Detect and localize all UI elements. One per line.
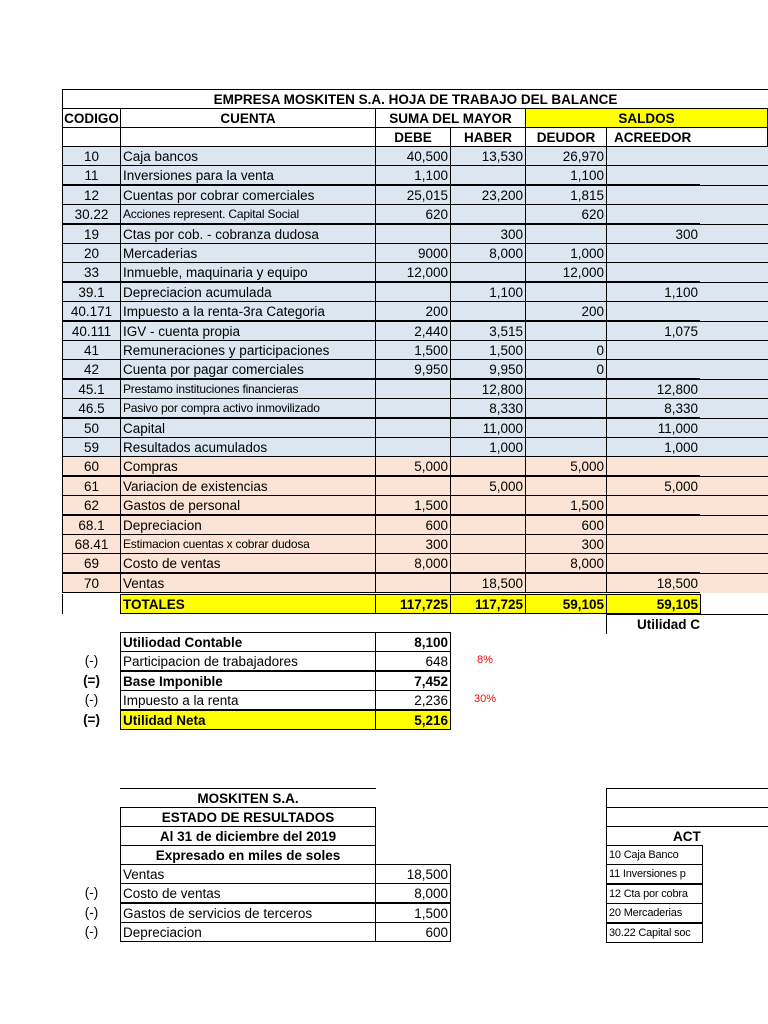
- estado-title: ESTADO DE RESULTADOS: [120, 807, 376, 827]
- utilidad-prefix: [62, 632, 121, 652]
- row-codigo: 41: [62, 340, 121, 360]
- row-debe: [375, 224, 451, 244]
- row-deudor: 1,100: [525, 165, 607, 185]
- estado-value: 8,000: [375, 883, 451, 903]
- row-haber: 5,000: [450, 476, 526, 496]
- estado-label: Depreciacion: [120, 922, 376, 942]
- row-deudor: [525, 476, 607, 496]
- row-haber: 8,330: [450, 398, 526, 418]
- row-debe: 2,440: [375, 321, 451, 341]
- row-haber: 8,000: [450, 243, 526, 263]
- utilidad-prefix: (=): [83, 712, 100, 727]
- row-debe: 9,950: [375, 359, 451, 379]
- utilidad-prefix: (-): [84, 653, 99, 668]
- row-codigo: 61: [62, 476, 121, 496]
- row-cuenta: Cuentas por cobrar comerciales: [120, 185, 376, 205]
- row-cuenta: Gastos de personal: [120, 495, 376, 515]
- header-saldos: SALDOS: [525, 108, 768, 128]
- row-codigo: 50: [62, 418, 121, 438]
- row-codigo: 33: [62, 262, 121, 282]
- row-deudor: 5,000: [525, 456, 607, 476]
- row-deudor: [525, 321, 607, 341]
- row-overflow: [700, 379, 768, 399]
- utilidad-value: 2,236: [375, 690, 451, 710]
- utilidad-value: 7,452: [375, 671, 451, 691]
- row-haber: [450, 456, 526, 476]
- utilidad-label: Participacion de trabajadores: [120, 651, 376, 671]
- utilidad-percent: [455, 632, 515, 652]
- row-cuenta: IGV - cuenta propia: [120, 321, 376, 341]
- row-haber: 1,000: [450, 437, 526, 457]
- row-overflow: [700, 515, 768, 535]
- utilidad-label: Impuesto a la renta: [120, 690, 376, 710]
- row-debe: [375, 573, 451, 593]
- row-deudor: 1,000: [525, 243, 607, 263]
- row-acreedor: 300: [606, 224, 701, 244]
- row-haber: [450, 495, 526, 515]
- row-codigo: 42: [62, 359, 121, 379]
- row-deudor: 0: [525, 359, 607, 379]
- row-cuenta: Mercaderias: [120, 243, 376, 263]
- row-acreedor: 1,100: [606, 282, 701, 302]
- utilidad-percent: [455, 710, 515, 730]
- row-debe: 200: [375, 301, 451, 321]
- activo-item: 11 Inversiones p: [606, 864, 703, 884]
- row-overflow: [700, 418, 768, 438]
- row-deudor: [525, 224, 607, 244]
- row-acreedor: [606, 301, 701, 321]
- row-cuenta: Caja bancos: [120, 146, 376, 166]
- utilidad-value: 5,216: [375, 710, 451, 730]
- utilidad-percent: [455, 671, 515, 691]
- row-haber: 23,200: [450, 185, 526, 205]
- row-haber: 9,950: [450, 359, 526, 379]
- row-deudor: 620: [525, 204, 607, 224]
- row-cuenta: Variacion de existencias: [120, 476, 376, 496]
- row-deudor: [525, 437, 607, 457]
- totals-acreedor: 59,105: [606, 594, 701, 614]
- utilidad-label: Utilidad C: [606, 614, 768, 634]
- worksheet-title: EMPRESA MOSKITEN S.A. HOJA DE TRABAJO DEL BALANCE: [62, 89, 768, 109]
- header-acreedor: ACREEDOR: [606, 127, 768, 147]
- utilidad-prefix: (-): [84, 692, 99, 707]
- totals-label: TOTALES: [120, 594, 376, 614]
- row-overflow: [700, 321, 768, 341]
- row-codigo: 46.5: [62, 398, 121, 418]
- row-acreedor: 8,330: [606, 398, 701, 418]
- estado-prefix: (-): [84, 905, 99, 920]
- estado-company: MOSKITEN S.A.: [120, 788, 376, 808]
- row-codigo: 68.1: [62, 515, 121, 535]
- row-codigo: 69: [62, 553, 121, 573]
- row-acreedor: 11,000: [606, 418, 701, 438]
- row-acreedor: 1,000: [606, 437, 701, 457]
- row-debe: [375, 437, 451, 457]
- row-debe: 1,500: [375, 495, 451, 515]
- row-debe: 600: [375, 515, 451, 535]
- estado-prefix: (-): [84, 885, 99, 900]
- row-haber: [450, 515, 526, 535]
- row-haber: 12,800: [450, 379, 526, 399]
- estado-value: 600: [375, 922, 451, 942]
- estado-unit: Expresado en miles de soles: [120, 845, 376, 865]
- row-overflow: [700, 534, 768, 554]
- row-deudor: 600: [525, 515, 607, 535]
- row-deudor: 200: [525, 301, 607, 321]
- activo-header: ACT: [606, 826, 768, 846]
- row-cuenta: Prestamo instituciones financieras: [120, 379, 376, 399]
- row-codigo: 10: [62, 146, 121, 166]
- row-deudor: 8,000: [525, 553, 607, 573]
- row-overflow: [700, 204, 768, 224]
- header-cuenta-blank: [120, 127, 376, 147]
- row-acreedor: [606, 495, 701, 515]
- row-cuenta: Impuesto a la renta-3ra Categoria: [120, 301, 376, 321]
- header-codigo: CODIGO: [62, 108, 121, 128]
- row-cuenta: Capital: [120, 418, 376, 438]
- estado-label: Gastos de servicios de terceros: [120, 903, 376, 923]
- row-overflow: [700, 456, 768, 476]
- row-overflow: [700, 282, 768, 302]
- row-codigo: 12: [62, 185, 121, 205]
- estado-date: Al 31 de diciembre del 2019: [120, 826, 376, 846]
- activo-blank-2: [606, 807, 768, 827]
- totals-haber: 117,725: [450, 594, 526, 614]
- row-codigo: 68.41: [62, 534, 121, 554]
- estado-prefix: [62, 864, 121, 884]
- header-codigo-blank: [62, 127, 121, 147]
- row-acreedor: [606, 340, 701, 360]
- row-deudor: 12,000: [525, 262, 607, 282]
- row-deudor: [525, 573, 607, 593]
- row-codigo: 59: [62, 437, 121, 457]
- row-acreedor: [606, 165, 701, 185]
- row-codigo: 70: [62, 573, 121, 593]
- row-acreedor: [606, 262, 701, 282]
- row-debe: 25,015: [375, 185, 451, 205]
- row-overflow: [700, 262, 768, 282]
- row-codigo: 20: [62, 243, 121, 263]
- activo-item: 30.22 Capital soc: [606, 923, 703, 943]
- estado-label: Costo de ventas: [120, 883, 376, 903]
- row-haber: [450, 534, 526, 554]
- row-codigo: 11: [62, 165, 121, 185]
- utilidad-percent: 30%: [473, 693, 497, 705]
- utilidad-prefix: (=): [83, 673, 100, 688]
- row-overflow: [700, 359, 768, 379]
- activo-item: 12 Cta por cobra: [606, 884, 703, 904]
- row-codigo: 30.22: [62, 204, 121, 224]
- row-cuenta: Ventas: [120, 573, 376, 593]
- row-deudor: 0: [525, 340, 607, 360]
- totals-deudor: 59,105: [525, 594, 607, 614]
- header-debe: DEBE: [375, 127, 451, 147]
- row-acreedor: 12,800: [606, 379, 701, 399]
- row-haber: 11,000: [450, 418, 526, 438]
- row-debe: [375, 282, 451, 302]
- utilidad-value: 648: [375, 651, 451, 671]
- row-deudor: 1,815: [525, 185, 607, 205]
- row-deudor: 26,970: [525, 146, 607, 166]
- utilidad-value: 8,100: [375, 632, 451, 652]
- row-haber: 3,515: [450, 321, 526, 341]
- row-acreedor: [606, 146, 701, 166]
- row-overflow: [700, 224, 768, 244]
- row-codigo: 39.1: [62, 282, 121, 302]
- row-overflow: [700, 398, 768, 418]
- row-acreedor: [606, 359, 701, 379]
- activo-item: 10 Caja Banco: [606, 845, 703, 865]
- row-overflow: [700, 340, 768, 360]
- row-debe: 1,100: [375, 165, 451, 185]
- row-overflow: [700, 185, 768, 205]
- row-cuenta: Compras: [120, 456, 376, 476]
- row-debe: [375, 418, 451, 438]
- row-acreedor: 18,500: [606, 573, 701, 593]
- estado-value: 1,500: [375, 903, 451, 923]
- row-haber: [450, 165, 526, 185]
- row-debe: 1,500: [375, 340, 451, 360]
- row-deudor: [525, 282, 607, 302]
- row-deudor: [525, 398, 607, 418]
- row-haber: [450, 204, 526, 224]
- estado-label: Ventas: [120, 864, 376, 884]
- row-acreedor: [606, 553, 701, 573]
- row-overflow: [700, 165, 768, 185]
- row-deudor: 300: [525, 534, 607, 554]
- row-cuenta: Cuenta por pagar comerciales: [120, 359, 376, 379]
- header-haber: HABER: [450, 127, 526, 147]
- row-codigo: 45.1: [62, 379, 121, 399]
- estado-prefix: (-): [84, 924, 99, 939]
- row-debe: 5,000: [375, 456, 451, 476]
- row-deudor: [525, 379, 607, 399]
- row-cuenta: Costo de ventas: [120, 553, 376, 573]
- row-cuenta: Resultados acumulados: [120, 437, 376, 457]
- row-acreedor: [606, 534, 701, 554]
- row-cuenta: Inversiones para la venta: [120, 165, 376, 185]
- totals-debe: 117,725: [375, 594, 451, 614]
- row-cuenta: Depreciacion: [120, 515, 376, 535]
- row-acreedor: 1,075: [606, 321, 701, 341]
- row-codigo: 62: [62, 495, 121, 515]
- row-acreedor: [606, 456, 701, 476]
- row-haber: 300: [450, 224, 526, 244]
- row-deudor: 1,500: [525, 495, 607, 515]
- row-acreedor: [606, 243, 701, 263]
- row-codigo: 60: [62, 456, 121, 476]
- row-acreedor: [606, 204, 701, 224]
- totals-codigo-blank: [62, 594, 121, 614]
- row-codigo: 40.111: [62, 321, 121, 341]
- row-codigo: 40.171: [62, 301, 121, 321]
- estado-value: 18,500: [375, 864, 451, 884]
- row-haber: [450, 262, 526, 282]
- row-haber: 1,100: [450, 282, 526, 302]
- utilidad-label: Utiliodad Contable: [120, 632, 376, 652]
- row-cuenta: Pasivo por compra activo inmovilizado: [120, 398, 376, 418]
- row-cuenta: Acciones represent. Capital Social: [120, 204, 376, 224]
- activo-item: 20 Mercaderias: [606, 903, 703, 923]
- row-cuenta: Remuneraciones y participaciones: [120, 340, 376, 360]
- row-debe: 12,000: [375, 262, 451, 282]
- header-suma-del-mayor: SUMA DEL MAYOR: [375, 108, 526, 128]
- row-haber: 1,500: [450, 340, 526, 360]
- activo-top-blank: [606, 788, 768, 808]
- row-overflow: [700, 301, 768, 321]
- row-overflow: [700, 146, 768, 166]
- row-acreedor: [606, 515, 701, 535]
- row-cuenta: Ctas por cob. - cobranza dudosa: [120, 224, 376, 244]
- utilidad-label: Utilidad Neta: [120, 710, 376, 730]
- row-haber: 13,530: [450, 146, 526, 166]
- row-codigo: 19: [62, 224, 121, 244]
- row-cuenta: Estimacion cuentas x cobrar dudosa: [120, 534, 376, 554]
- header-deudor: DEUDOR: [525, 127, 607, 147]
- row-overflow: [700, 476, 768, 496]
- row-debe: 620: [375, 204, 451, 224]
- row-debe: 40,500: [375, 146, 451, 166]
- row-debe: [375, 379, 451, 399]
- row-overflow: [700, 495, 768, 515]
- row-debe: 8,000: [375, 553, 451, 573]
- row-debe: 300: [375, 534, 451, 554]
- utilidad-percent: 8%: [477, 654, 493, 666]
- row-overflow: [700, 573, 768, 593]
- row-overflow: [700, 553, 768, 573]
- row-debe: [375, 476, 451, 496]
- row-acreedor: [606, 185, 701, 205]
- row-cuenta: Depreciacion acumulada: [120, 282, 376, 302]
- row-haber: 18,500: [450, 573, 526, 593]
- row-debe: 9000: [375, 243, 451, 263]
- utilidad-label: Base Imponible: [120, 671, 376, 691]
- row-deudor: [525, 418, 607, 438]
- row-acreedor: 5,000: [606, 476, 701, 496]
- row-overflow: [700, 437, 768, 457]
- row-haber: [450, 553, 526, 573]
- row-haber: [450, 301, 526, 321]
- header-cuenta: CUENTA: [120, 108, 376, 128]
- row-overflow: [700, 243, 768, 263]
- row-debe: [375, 398, 451, 418]
- row-cuenta: Inmueble, maquinaria y equipo: [120, 262, 376, 282]
